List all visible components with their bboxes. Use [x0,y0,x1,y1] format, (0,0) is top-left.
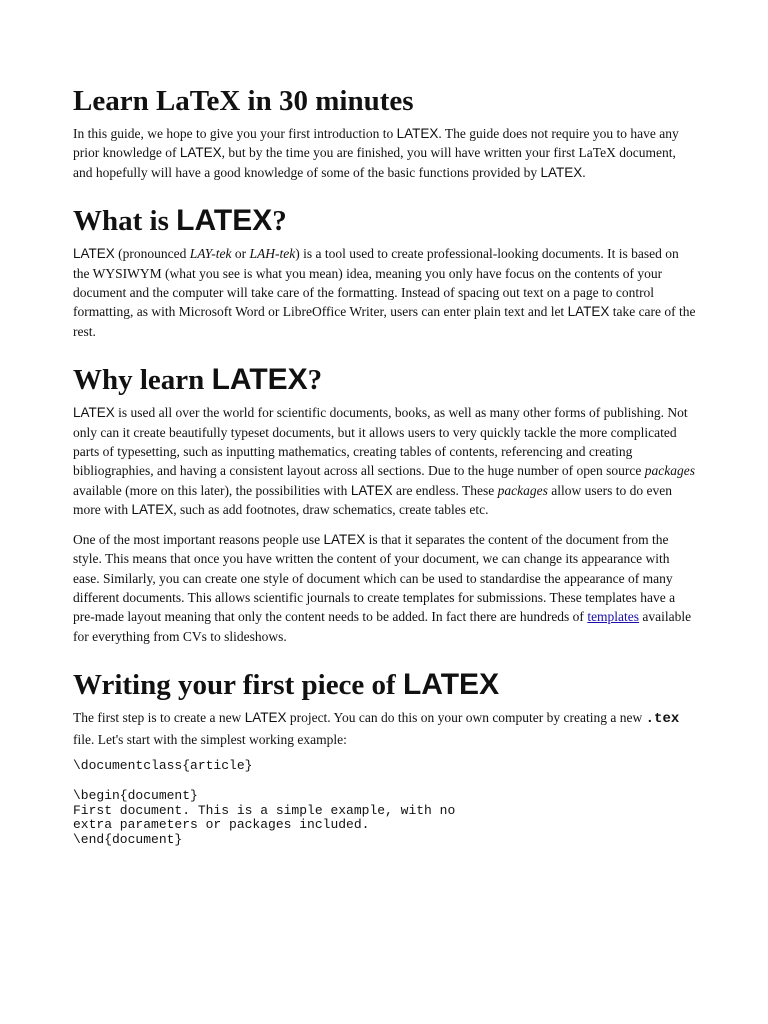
heading-what-is-latex [73,204,698,238]
latex-word: LATEX [73,246,115,262]
text-span: is that it separates the content of the document from the style. This means that once you have written the content of your document, we can change its appearance with ease. Similarly, you can create one style of document which can be used to standardise the appearance of many different documents. This allows scientific journals to create templates for submissions. These templates have a pre-made layout meaning that only the content needs to be added. In fact there are hundreds of [73,531,676,625]
heading-writing-first-piece [73,668,698,702]
packages-italic: packages [644,463,695,479]
latex-word: LATEX [567,304,610,320]
text-span: One of the most important reasons people use [73,531,324,547]
text-span: file. Let's start with the simplest working example: [73,731,347,747]
latex-word: LATEX [179,145,222,161]
text-span: take care of the rest. [73,304,696,339]
text-span: are endless. These [392,482,498,498]
latex-word: LATEX [323,531,366,547]
writing-paragraph [73,708,698,749]
text-span: . [582,164,586,180]
pronunciation-lah-tek: LAH-tek [249,246,296,262]
page-title: Learn LaTeX in 30 minutes [73,85,414,117]
latex-word: LATEX [244,710,287,726]
intro-paragraph [73,124,698,182]
latex-word: LATEX [211,363,308,397]
heading-text: Writing your first piece of [73,669,403,702]
pronunciation-lay-tek: LAY-tek [189,246,232,262]
heading-text: Why learn [73,364,212,397]
text-span: . The guide does not require you to have any prior knowledge of [73,126,679,161]
latex-word: LATEX [540,164,583,180]
text-span: or [231,246,250,262]
packages-italic: packages [497,482,548,498]
heading-text: ? [272,205,287,238]
latex-word: LATEX [402,668,500,702]
text-span: , such as add footnotes, draw schematics, create tables etc. [173,502,489,518]
text-span: project. You can do this on your own computer by creating a new [286,710,646,726]
text-span: The first step is to create a new [73,710,245,726]
text-span: , but by the time you are finished, you will have written your first LaTeX document, and hopefully will have a good knowledge of some of the basic functions provided by [73,145,676,180]
text-span: ) is a tool used to create professional-looking documents. It is based on the WYSIWYM (what you see is what you mean) idea, meaning you only have focus on the contents of your document and the computer will take care of the formatting. Instead of spacing out text on a page to control formatting, as with Microsoft Word or LibreOffice Writer, users can enter plain text and let [73,246,679,320]
text-span: In this guide, we hope to give you your first introduction to [73,126,397,141]
what-paragraph [73,244,698,341]
text-span: available (more on this later), the possibilities with [73,482,351,498]
latex-word: LATEX [73,405,115,421]
text-span: is used all over the world for scientific documents, books, as well as many other forms of publishing. Not only can it create beautifully typeset documents, but it allows users to very quickly tackle the more complicated parts of typesetting, such as inputting mathematics, creating tables of contents, referencing and creating bibliographies, and having a consistent layout across all sections. Due to the huge number of open source [73,405,688,479]
text-span: available for everything from CVs to slideshows. [73,609,692,644]
heading-why-learn-latex [73,363,698,397]
why-paragraph-1 [73,403,698,519]
heading-text: What is [73,205,177,238]
latex-word: LATEX [396,126,439,141]
text-span: allow users to do even more with [73,482,673,518]
latex-word: LATEX [176,204,273,238]
why-paragraph-2 [73,530,698,646]
templates-link[interactable]: templates [587,609,640,625]
latex-word: LATEX [350,482,393,498]
code-block: \begin{document} First document. This is a simple example, with no extra parameters or packages included. \end{document} [73,788,456,847]
text-span: (pronounced [114,246,190,262]
document-page [73,84,698,847]
tex-extension-code: .tex [645,711,680,728]
code-documentclass-line: \documentclass{article} [73,757,253,773]
heading-text: ? [307,364,323,397]
latex-word: LATEX [131,502,174,518]
